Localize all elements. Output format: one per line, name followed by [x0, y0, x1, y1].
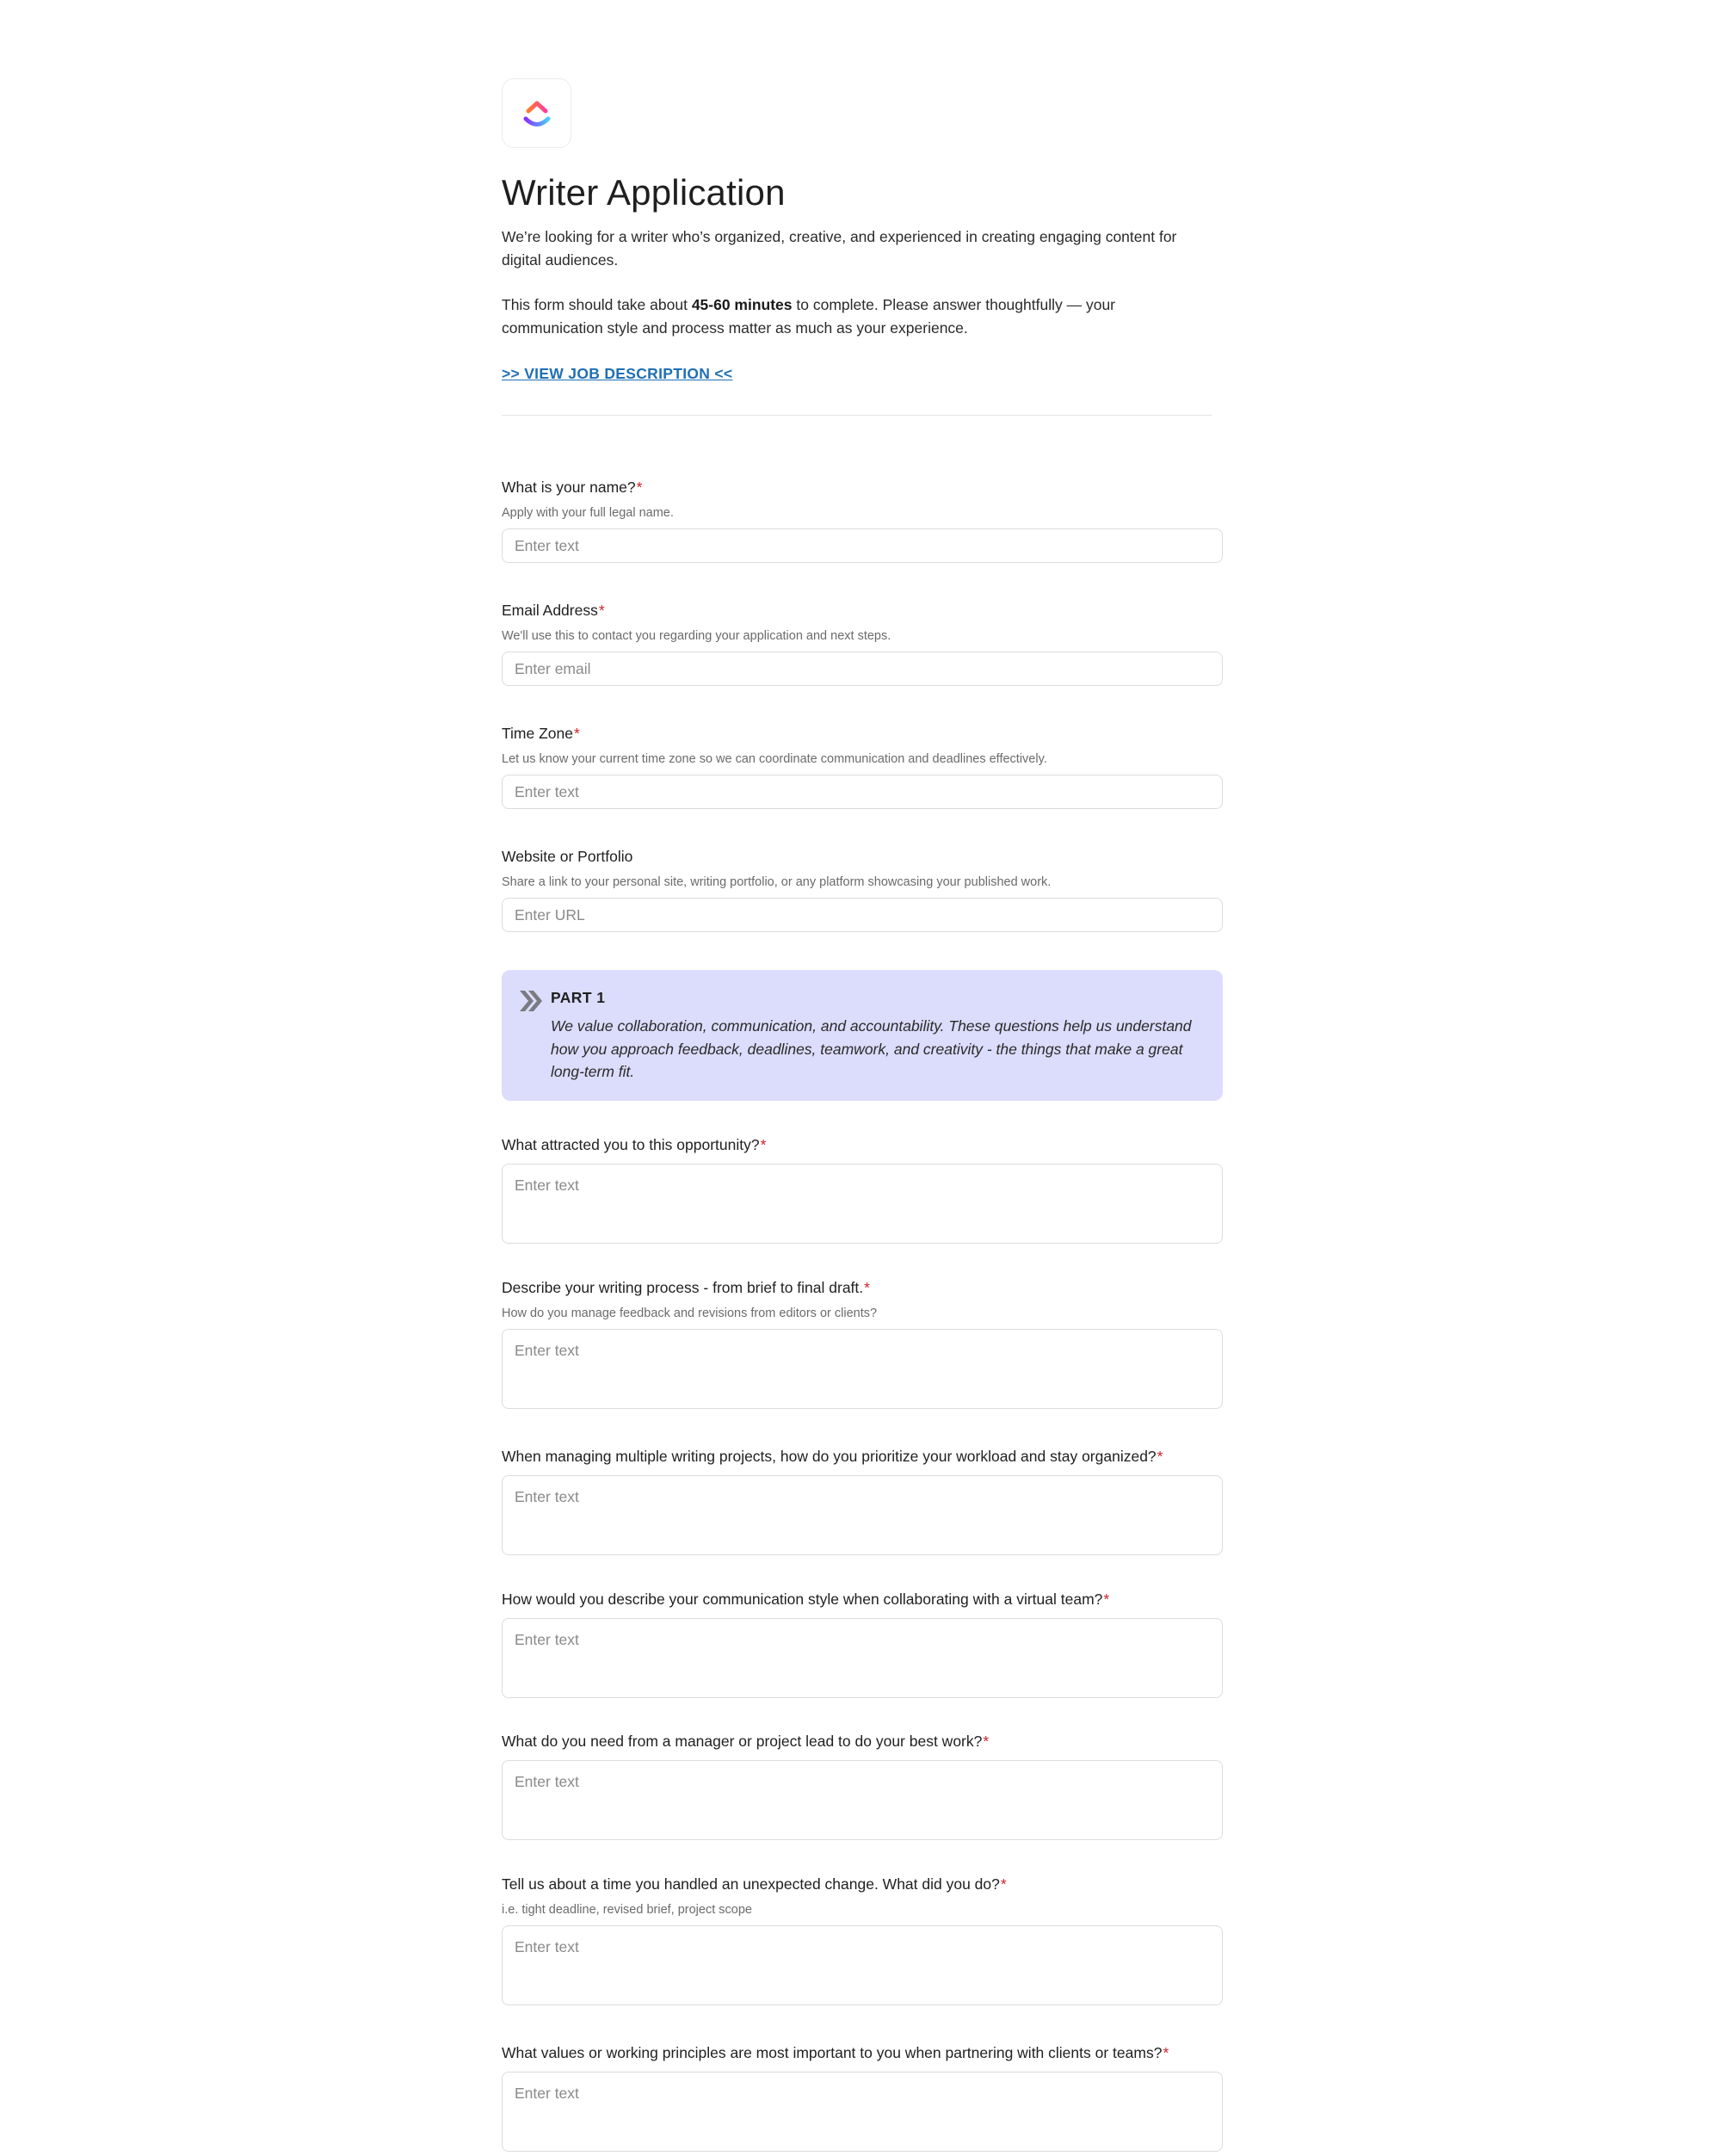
question-help: Apply with your full legal name. [502, 506, 674, 520]
manager-needs-textarea[interactable] [502, 1760, 1223, 1840]
question-label [502, 1134, 1223, 1155]
required-asterisk: * [1000, 1875, 1007, 1893]
question-communication-style [502, 1589, 1223, 1698]
required-asterisk: * [636, 479, 643, 496]
question-attraction [502, 1134, 1223, 1244]
question-name [502, 477, 1223, 563]
timezone-input[interactable] [502, 775, 1223, 809]
question-unexpected-change [502, 1874, 1223, 2005]
question-label [502, 1446, 1223, 1467]
question-values [502, 2042, 1223, 2152]
label-text: What do you need from a manager or project lead to do your best work? [502, 1733, 983, 1750]
question-help: Share a link to your personal site, writing portfolio, or any platform showcasing your published work. [502, 875, 1052, 889]
label-text: Tell us about a time you handled an unexpected change. What did you do? [502, 1875, 1000, 1893]
unexpected-change-textarea[interactable] [502, 1925, 1223, 2005]
duration-note-text-end: to complete. Please answer thoughtfully — your communication style and process matter as much as your experience. [502, 296, 1116, 337]
duration-highlight: 45-60 minutes [691, 296, 793, 313]
question-help: How do you manage feedback and revisions from editors or clients? [502, 1307, 878, 1320]
required-asterisk: * [760, 1136, 767, 1153]
website-input[interactable] [502, 898, 1223, 932]
required-asterisk: * [864, 1279, 870, 1296]
attraction-textarea[interactable] [502, 1164, 1223, 1244]
label-text: What values or working principles are most important to you when partnering with clients or teams? [502, 2044, 1163, 2061]
question-website [502, 846, 1223, 932]
email-input[interactable] [502, 652, 1223, 686]
duration-note-text: This form should take about [502, 296, 692, 313]
question-writing-process [502, 1277, 1223, 1409]
question-help: i.e. tight deadline, revised brief, project scope [502, 1903, 752, 1917]
required-asterisk: * [1163, 2044, 1169, 2061]
question-label [502, 1731, 1223, 1751]
clickup-logo-icon [521, 96, 552, 132]
question-label [502, 2042, 1223, 2063]
form-description: We’re looking for a writer who’s organized, creative, and experienced in creating engaging content for digital audiences. [502, 228, 1177, 269]
view-job-description-link[interactable]: >> VIEW JOB DESCRIPTION << [502, 365, 733, 382]
question-help: Let us know your current time zone so we can coordinate communication and deadlines effectively. [502, 752, 1047, 766]
question-help: We'll use this to contact you regarding your application and next steps. [502, 629, 891, 643]
required-asterisk: * [1157, 1448, 1163, 1465]
page-title: Writer Application [502, 172, 786, 213]
double-chevron-right-icon [518, 989, 544, 1013]
values-textarea[interactable] [502, 2072, 1223, 2152]
question-label [502, 477, 1223, 497]
part-description: We value collaboration, communication, and accountability. These questions help us understand how you approach feedback, deadlines, teamwork, and creativity - the things that make a great long-term fit. [551, 1017, 1192, 1080]
question-manager-needs [502, 1731, 1223, 1840]
question-label [502, 1589, 1223, 1609]
header-divider [502, 415, 1212, 416]
label-text: How would you describe your communication style when collaborating with a virtual team? [502, 1591, 1103, 1608]
part-title: PART 1 [551, 989, 606, 1006]
logo [502, 78, 571, 148]
question-label [502, 1874, 1223, 1894]
label-text: When managing multiple writing projects, how do you prioritize your workload and stay organized? [502, 1448, 1157, 1465]
label-text: Describe your writing process - from brief to final draft. [502, 1279, 864, 1296]
required-asterisk: * [598, 602, 605, 619]
question-label [502, 723, 1223, 744]
question-label [502, 600, 1223, 621]
label-text: What is your name? [502, 479, 636, 496]
question-timezone [502, 723, 1223, 809]
writing-process-textarea[interactable] [502, 1329, 1223, 1409]
part-1-section [502, 970, 1223, 1101]
form-duration-note [502, 293, 1207, 339]
label-text: Email Address [502, 602, 598, 619]
required-asterisk: * [983, 1733, 990, 1750]
required-asterisk: * [574, 725, 580, 742]
communication-style-textarea[interactable] [502, 1618, 1223, 1698]
question-email [502, 600, 1223, 686]
question-prioritization [502, 1446, 1223, 1555]
question-label [502, 1277, 1223, 1298]
label-text: What attracted you to this opportunity? [502, 1136, 760, 1153]
label-text: Time Zone [502, 725, 573, 742]
question-label: Website or Portfolio [502, 848, 633, 865]
name-input[interactable] [502, 528, 1223, 563]
prioritization-textarea[interactable] [502, 1475, 1223, 1555]
required-asterisk: * [1103, 1591, 1110, 1608]
